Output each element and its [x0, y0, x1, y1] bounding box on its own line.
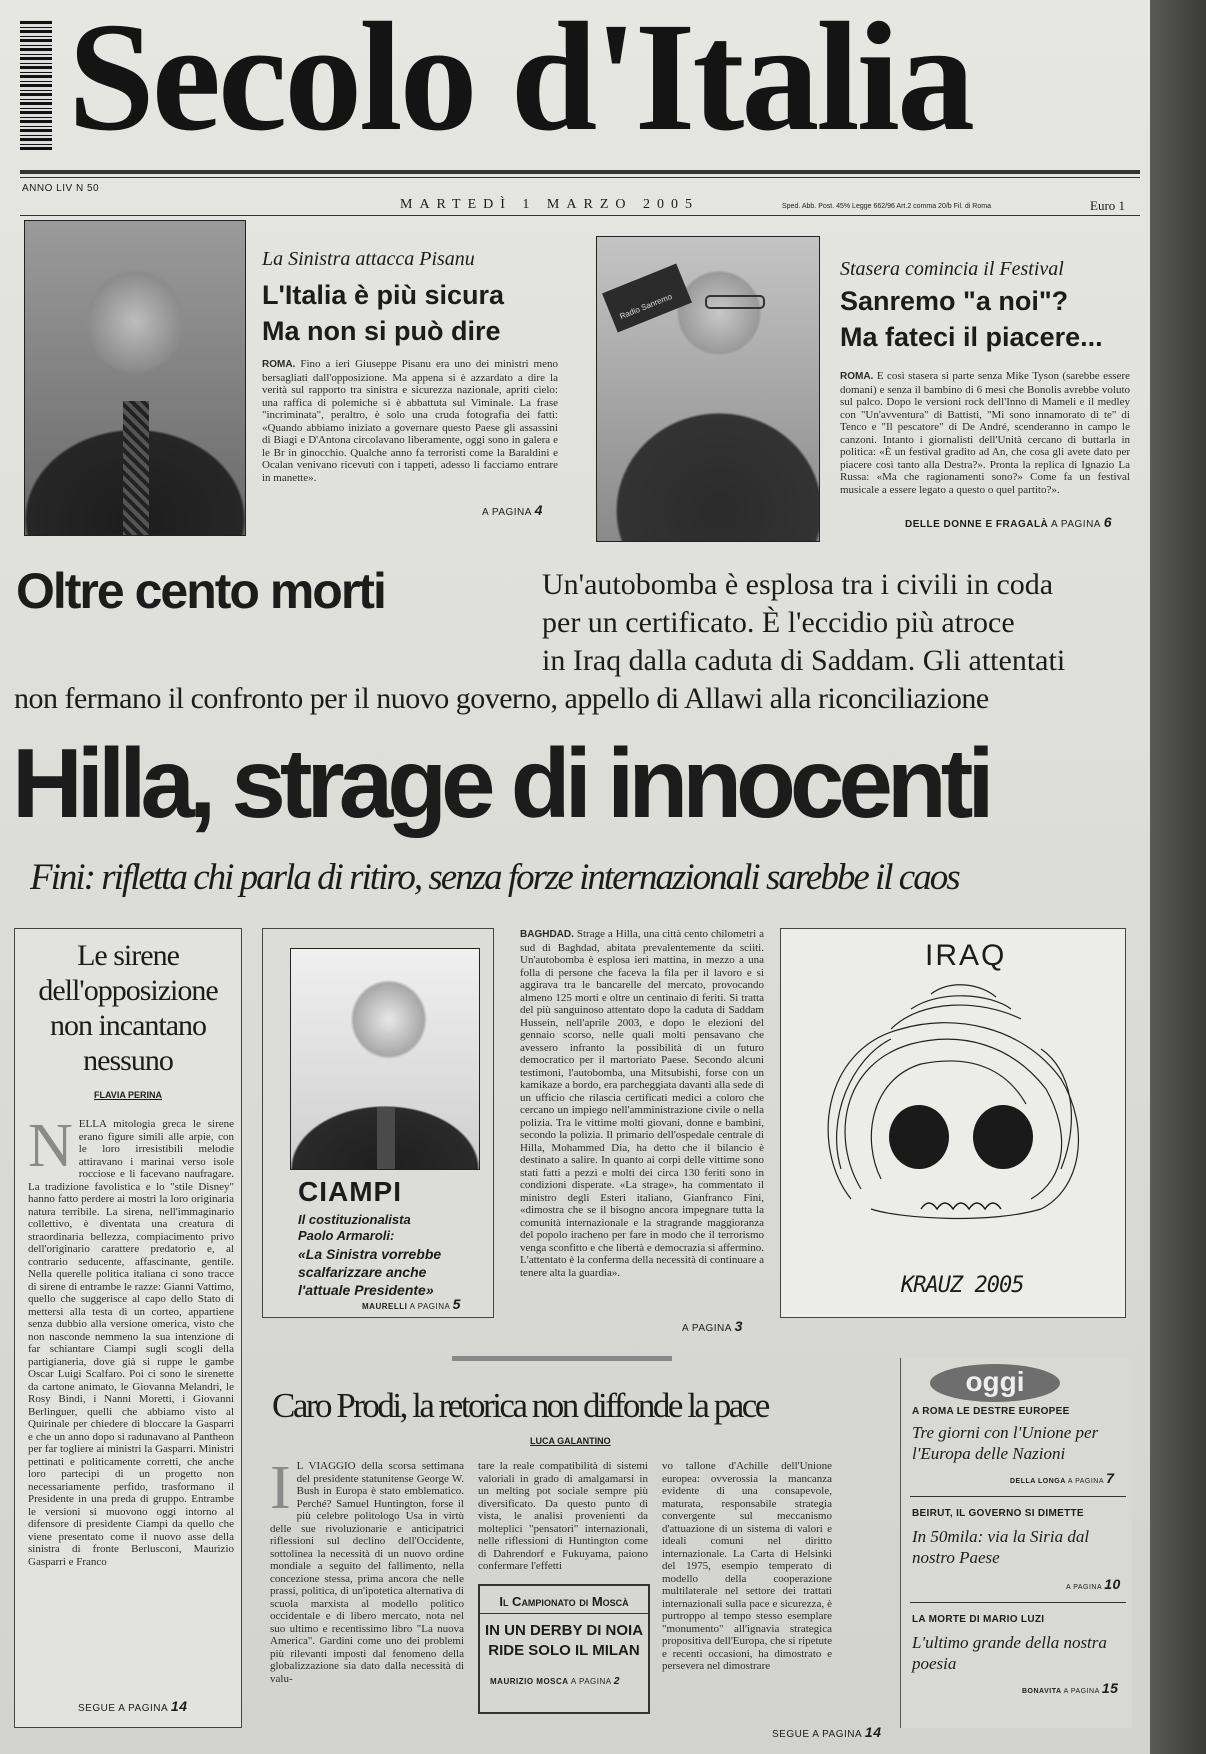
- campionato-pageref-num: 2: [613, 1676, 620, 1687]
- sanremo-pageref-label: A PAGINA: [1051, 519, 1101, 530]
- oggi-item-3-ref-label: A PAGINA: [1063, 1688, 1100, 1695]
- price: Euro 1: [1090, 198, 1126, 213]
- sanremo-headline-2: Ma fateci il piacere...: [840, 322, 1103, 352]
- issue-number: ANNO LIV N 50: [22, 183, 100, 194]
- sanremo-byline: DELLE DONNE E FRAGALÀ: [905, 519, 1049, 530]
- lead-pageref[interactable]: [682, 1318, 743, 1334]
- ciampi-kicker-2: Paolo Armaroli:: [298, 1228, 395, 1243]
- glasses: [705, 295, 765, 309]
- pisanu-headline-2: Ma non si può dire: [262, 316, 501, 346]
- editorial-text: ELLA mitologia greca le sirene erano figure simili alle arpie, con le loro irresistibili melodie attiravano i marinai verso isole rocciose e li facevano naufragare. La tradizione favolistica e lo "stile Disney" hanno fatto perdere ai mostri la loro originaria natura terribile. La sirena, nell'immaginario collettivo, è diventata una creatura di straordinaria bellezza, compiacimento privo dell'originario carattere predatorio e, al contrario seducente, affascinante, gentile. Nella querelle politica italiana ci sono tracce di sirene di entrambe le razze: Gianni Vattimo, quello che suggerisce al capo dello Stato di mettersi alla testa di un corteo, appartiene senza dubbio alla versione omerica, visto che non nasconde nemmeno la sua intenzione di far schiantare Ciampi sugli scogli della partigianeria, dove già si ruppe le gambe Oscar Luigi Scalfaro. Poi ci sono le sirenette da cartone animato, le Giovanna Melandri, le Rosy Bindi, i Nanni Moretti, i Giovanni Berlinguer, quelli che abbiamo visto al Quirinale per chiedere di bloccare la Gasparri e che un anno dopo si radunavano al Pantheon per far togliere ai ministri la Gasparri. Ministri pettinati e politicamente corretti, che anche loro partecipi di un progetto non necessariamente perfido, trasformano il Presidente in una preda di gruppo. Entrambe le versioni si muovono oggi intorno al difensore di presidente Ciampi da quello che viene presentato come il nuovo asse della sinistra di fronte Berlusconi, Maurizio Gasparri e Franco: [28, 1118, 234, 1568]
- ciampi-byline: MAURELLI: [362, 1302, 408, 1311]
- prodi-byline: LUCA GALANTINO: [530, 1436, 611, 1446]
- lead-deck-2: per un certificato. È l'eccidio più atroce: [542, 606, 1015, 639]
- pisanu-photo: [24, 220, 246, 536]
- oggi-item-1-head[interactable]: A ROMA LE DESTRE EUROPEE: [912, 1406, 1070, 1417]
- masthead-title: Secolo d'Italia: [68, 0, 973, 163]
- oggi-item-3-head[interactable]: LA MORTE DI MARIO LUZI: [912, 1614, 1045, 1625]
- oggi-item-1-num: 7: [1106, 1470, 1115, 1486]
- pisanu-text: Fino a ieri Giuseppe Pisanu era uno dei ministri meno bersagliati dall'opposizione. Ma appena si è azzardato a dire la verità sul rapporto tra sinistra e sicurezza nazionale, apriti cielo: una raffica di polemiche si è abbattuta sul Viminale. La frase "incriminata", peraltro, è solo una cruda fotografia dei fatti: «Quando abbiamo iniziato a governare questo Paese gli assassini di Biagi e D'Antona circolavano liberamente, oggi sono in galera e le Br in ginocchio. Qualche anno fa terroristi come la Baraldini e Ocalan venivano ricevuti con i tappeti, adesso li facciamo entrare in manette».: [262, 358, 558, 484]
- cartoon-caption: IRAQ: [925, 939, 1007, 972]
- bonolis-photo: [596, 236, 820, 542]
- oggi-item-3-by: BONAVITA: [1022, 1688, 1062, 1695]
- oggi-item-1-ref-label: A PAGINA: [1067, 1478, 1104, 1485]
- oggi-item-2-ref-label: A PAGINA: [1066, 1584, 1102, 1591]
- skull-teeth: [921, 1203, 1001, 1209]
- oggi-item-1-by: DELLA LONGA: [1010, 1478, 1066, 1485]
- lead-deck-3: in Iraq dalla caduta di Saddam. Gli attentati: [542, 644, 1066, 677]
- sanremo-body: [840, 370, 1130, 510]
- date-rule: [20, 215, 1140, 216]
- pisanu-kicker: La Sinistra attacca Pisanu: [262, 248, 475, 270]
- prodi-top-rule: [452, 1356, 672, 1361]
- ciampi-title: CIAMPI: [298, 1176, 402, 1207]
- campionato-box[interactable]: [478, 1584, 650, 1714]
- oggi-divider-1: [910, 1496, 1126, 1497]
- masthead-rule-thin: [20, 177, 1140, 178]
- prodi-continue[interactable]: [772, 1724, 882, 1740]
- lead-pageref-num: 3: [734, 1318, 743, 1334]
- prodi-continue-num: 14: [864, 1724, 882, 1740]
- oggi-item-2-ref[interactable]: [1066, 1576, 1121, 1592]
- oggi-item-2-head[interactable]: BEIRUT, IL GOVERNO SI DIMETTE: [912, 1508, 1084, 1519]
- cartoon-skull-drawing: [791, 969, 1117, 1239]
- lead-body: [520, 928, 764, 1314]
- skull-left-eye: [889, 1105, 949, 1169]
- sanremo-banner: [602, 264, 692, 333]
- lead-overline: Oltre cento morti: [16, 563, 385, 619]
- oggi-item-3-num: 15: [1101, 1680, 1119, 1696]
- prodi-col-1-text: L VIAGGIO della scorsa settimana del presidente statunitense George W. Bush in Europa è stato emblematico. Perché? Samuel Huntington, forse il più celebre politologo Usa in virtù delle sue rivoluzionarie e anticipatrici riflessioni sul declino dell'Occidente, sottolinea la necessità di un nuovo ordine mondiale a seguito del fallimento, nella concezione stessa, prima ancora che nelle prassi, politica, di un'ipotetica alternativa di scuola marxista al modello politico occidentale e di libero mercato, nota nel suo ultimo e recentissimo libro "La nuova America". Gardini come uno dei problemi più rilevanti imposti dal fenomeno della globalizzazione sia dato dalla necessità di valu-: [270, 1460, 464, 1685]
- lead-pageref-label: A PAGINA: [682, 1323, 732, 1334]
- pisanu-pageref[interactable]: [482, 502, 543, 518]
- ciampi-photo: [290, 948, 480, 1170]
- prodi-col-2: [478, 1460, 648, 1572]
- prodi-col-3: [662, 1460, 832, 1716]
- editorial-continue[interactable]: [78, 1698, 188, 1714]
- ciampi-pageref[interactable]: [362, 1296, 461, 1312]
- campionato-head-2: RIDE SOLO IL MILAN: [488, 1642, 640, 1659]
- ciampi-quote-2: scalfarizzare anche: [298, 1264, 427, 1280]
- oggi-item-1-ref[interactable]: [1010, 1470, 1114, 1486]
- campionato-byline: MAURIZIO MOSCA: [490, 1677, 569, 1686]
- oggi-item-1-text[interactable]: Tre giorni con l'Unione per l'Europa delle Nazioni: [912, 1423, 1099, 1463]
- lead-subhead: Fini: rifletta chi parla di ritiro, senza forze internazionali sarebbe il caos: [30, 857, 959, 898]
- masthead-rule: [20, 170, 1140, 174]
- sanremo-pageref-num: 6: [1103, 514, 1112, 530]
- lead-headline: Hilla, strage di innocenti: [12, 728, 989, 838]
- cartoon-signature: KRAUZ 2005: [901, 1273, 1024, 1298]
- cartoon-box: [780, 928, 1126, 1318]
- campionato-title: Il Campionato di Moscà: [480, 1594, 648, 1614]
- ciampi-pageref-num: 5: [452, 1296, 461, 1312]
- sanremo-headline-1: Sanremo "a noi"?: [840, 286, 1069, 316]
- sanremo-dateline: ROMA.: [840, 371, 874, 382]
- ciampi-quote-3: l'attuale Presidente»: [298, 1282, 434, 1298]
- lead-text: Strage a Hilla, una città cento chilometri a sud di Baghdad, abitata prevalentemente da sciiti. Un'autobomba è esplosa ieri mattina, in mezzo a una folla di persone che faceva la fila per il lavoro e si aggirava tra le bancarelle del mercato, provocando almeno 125 morti e oltre un centinaio di feriti. Si tratta del più sanguinoso attentato dopo la caduta di Saddam Hussein, nell'aprile 2003, e dopo le elezioni del gennaio scorso, nelle quali molti pensavano che avessero infranto la possibilità di un futuro democratico per il martoriato Paese. Secondo alcuni testimoni, l'autobomba, una Mitsubishi, forse con un kamikaze a bordo, era parcheggiata davanti alla sede di un ufficio che rilascia certificati medici a coloro che cercano un impiego nell'amministrazione civile o nella polizia. Tra le vittime molti giovani, donne e bambini, secondo la polizia. Il primario dell'ospedale centrale di Hilla, Mohammed Dia, ha detto che il bilancio è destinato a salire. In quanto ai corpi delle vittime sono stati fatti a pezzi e molti dei circa 130 feriti sono in condizioni disperate. «La strage», ha commentato il ministro degli Esteri italiano, Gianfranco Fini, «dimostra che se il bisogno ancora impegnare tutta la comunità internazionale e la stragrande maggioranza del popolo iracheno per fare in modo che il terrorismo venga sconfitto e che libertà e democrazia si affermino. L'attentato è la conferma della necessità di continuare a tenere alta la guardia».: [520, 928, 764, 1279]
- oggi-item-3-text[interactable]: L'ultimo grande della nostra poesia: [912, 1633, 1107, 1673]
- pisanu-pageref-num: 4: [534, 502, 543, 518]
- prodi-col-1: [270, 1460, 464, 1716]
- oggi-item-2-text[interactable]: In 50mila: via la Siria dal nostro Paese: [912, 1527, 1090, 1567]
- pisanu-tie: [123, 401, 149, 536]
- ciampi-pageref-label: A PAGINA: [409, 1302, 450, 1311]
- ciampi-kicker-1: Il costituzionalista: [298, 1212, 411, 1227]
- prodi-headline: Caro Prodi, la retorica non diffonde la pace: [272, 1386, 768, 1425]
- oggi-item-3-ref[interactable]: [1022, 1680, 1118, 1696]
- lead-deck-1: Un'autobomba è esplosa tra i civili in coda: [542, 568, 1054, 601]
- editorial-dropcap: N: [28, 1118, 73, 1180]
- pisanu-headline-1: L'Italia è più sicura: [262, 280, 504, 310]
- lead-deck-4: non fermano il confronto per il nuovo governo, appello di Allawi alla riconciliazione: [14, 682, 989, 715]
- postal-note: Sped. Abb. Post. 45% Legge 662/96 Art.2 comma 20/b Fil. di Roma: [782, 203, 991, 210]
- editorial-continue-num: 14: [170, 1698, 188, 1714]
- skull-right-eye: [973, 1105, 1033, 1169]
- ciampi-tie: [377, 1107, 395, 1170]
- sanremo-banner-text: Radio Sanremo: [618, 291, 674, 322]
- editorial-body: [28, 1118, 234, 1692]
- ciampi-quote-1: «La Sinistra vorrebbe: [298, 1246, 442, 1262]
- skull-scribble: [828, 985, 1078, 1219]
- pisanu-pageref-label: A PAGINA: [482, 507, 532, 518]
- oggi-item-2-num: 10: [1104, 1576, 1121, 1592]
- issue-date: MARTEDÌ 1 MARZO 2005: [400, 197, 699, 212]
- editorial-headline: Le sirene dell'opposizione non incantano nessuno: [38, 939, 218, 1077]
- campionato-head-1: IN UN DERBY DI NOIA: [484, 1622, 644, 1639]
- barcode: [20, 20, 52, 150]
- pisanu-body: [262, 358, 558, 510]
- oggi-divider-2: [910, 1602, 1126, 1603]
- prodi-dropcap: I: [270, 1460, 291, 1522]
- sanremo-text: E così stasera si parte senza Mike Tyson (sarebbe essere domani) e senza il bambino di 6 mesi che Bonolis avrebbe voluto sul palco. Dopo le versioni rock dell'Inno di Mameli e il medley con "Un'avventura" di Battisti, "Mi sono innamorato di te" di Tenco e "Il pescatore" di De André, scenderanno in campo le canzoni. Intanto i giornalisti dell'Unità cercano di buttarla in politica: «È un festival gradito ad An, che cosa gli avete dato per piacere così tanto alla Destra?». Pronta la replica di Ignazio La Russa: «Ma che ragionamenti sono?» Come fa un festival musicale a essere legato a questo o quel partito?».: [840, 370, 1130, 496]
- sanremo-pageref[interactable]: [905, 514, 1112, 530]
- editorial-byline: FLAVIA PERINA: [93, 1090, 162, 1100]
- campionato-pageref-label: A PAGINA: [570, 1677, 612, 1686]
- prodi-col-3-text: vo tallone d'Achille dell'Unione europea: ovverossia la mancanza evidente di una consapevole, maturata, responsabile strategia convergente sul meccanismo d'attuazione di un sistema di valori e ideali comuni nel diritto internazionale. La Carta di Helsinki del 1975, esempio temperato di modello della cooperazione multilaterale nel settore dei trattati internazionali sulla pace e sicurezza, è purtroppo al tempo stesso esemplare "monumento" all'ignavia strategica propositiva dell'Europa, che si ripetute e recenti occasioni, ha dimostrato e persevera nel dimostrare: [662, 1460, 832, 1672]
- campionato-pageref: [490, 1676, 620, 1687]
- pisanu-dateline: ROMA.: [262, 359, 296, 370]
- prodi-col-2-text: tare la reale compatibilità di sistemi valoriali in grado di amalgamarsi in un melting pot sociale sempre più diversificato. Da questo punto di vista, le analisi provenienti da molteplici "pensatori" internazionali, nelle riflessioni di Huntington come di Dahrendorf e Fukuyama, paiono confermare l'effetti: [478, 1460, 648, 1572]
- table-background: [1150, 0, 1206, 1754]
- sanremo-kicker: Stasera comincia il Festival: [840, 258, 1064, 280]
- editorial-continue-label: SEGUE A PAGINA: [78, 1703, 168, 1714]
- prodi-continue-label: SEGUE A PAGINA: [772, 1729, 862, 1740]
- lead-dateline: BAGHDAD.: [520, 929, 574, 940]
- oggi-label-text: oggi: [965, 1366, 1025, 1397]
- oggi-label: [930, 1364, 1060, 1402]
